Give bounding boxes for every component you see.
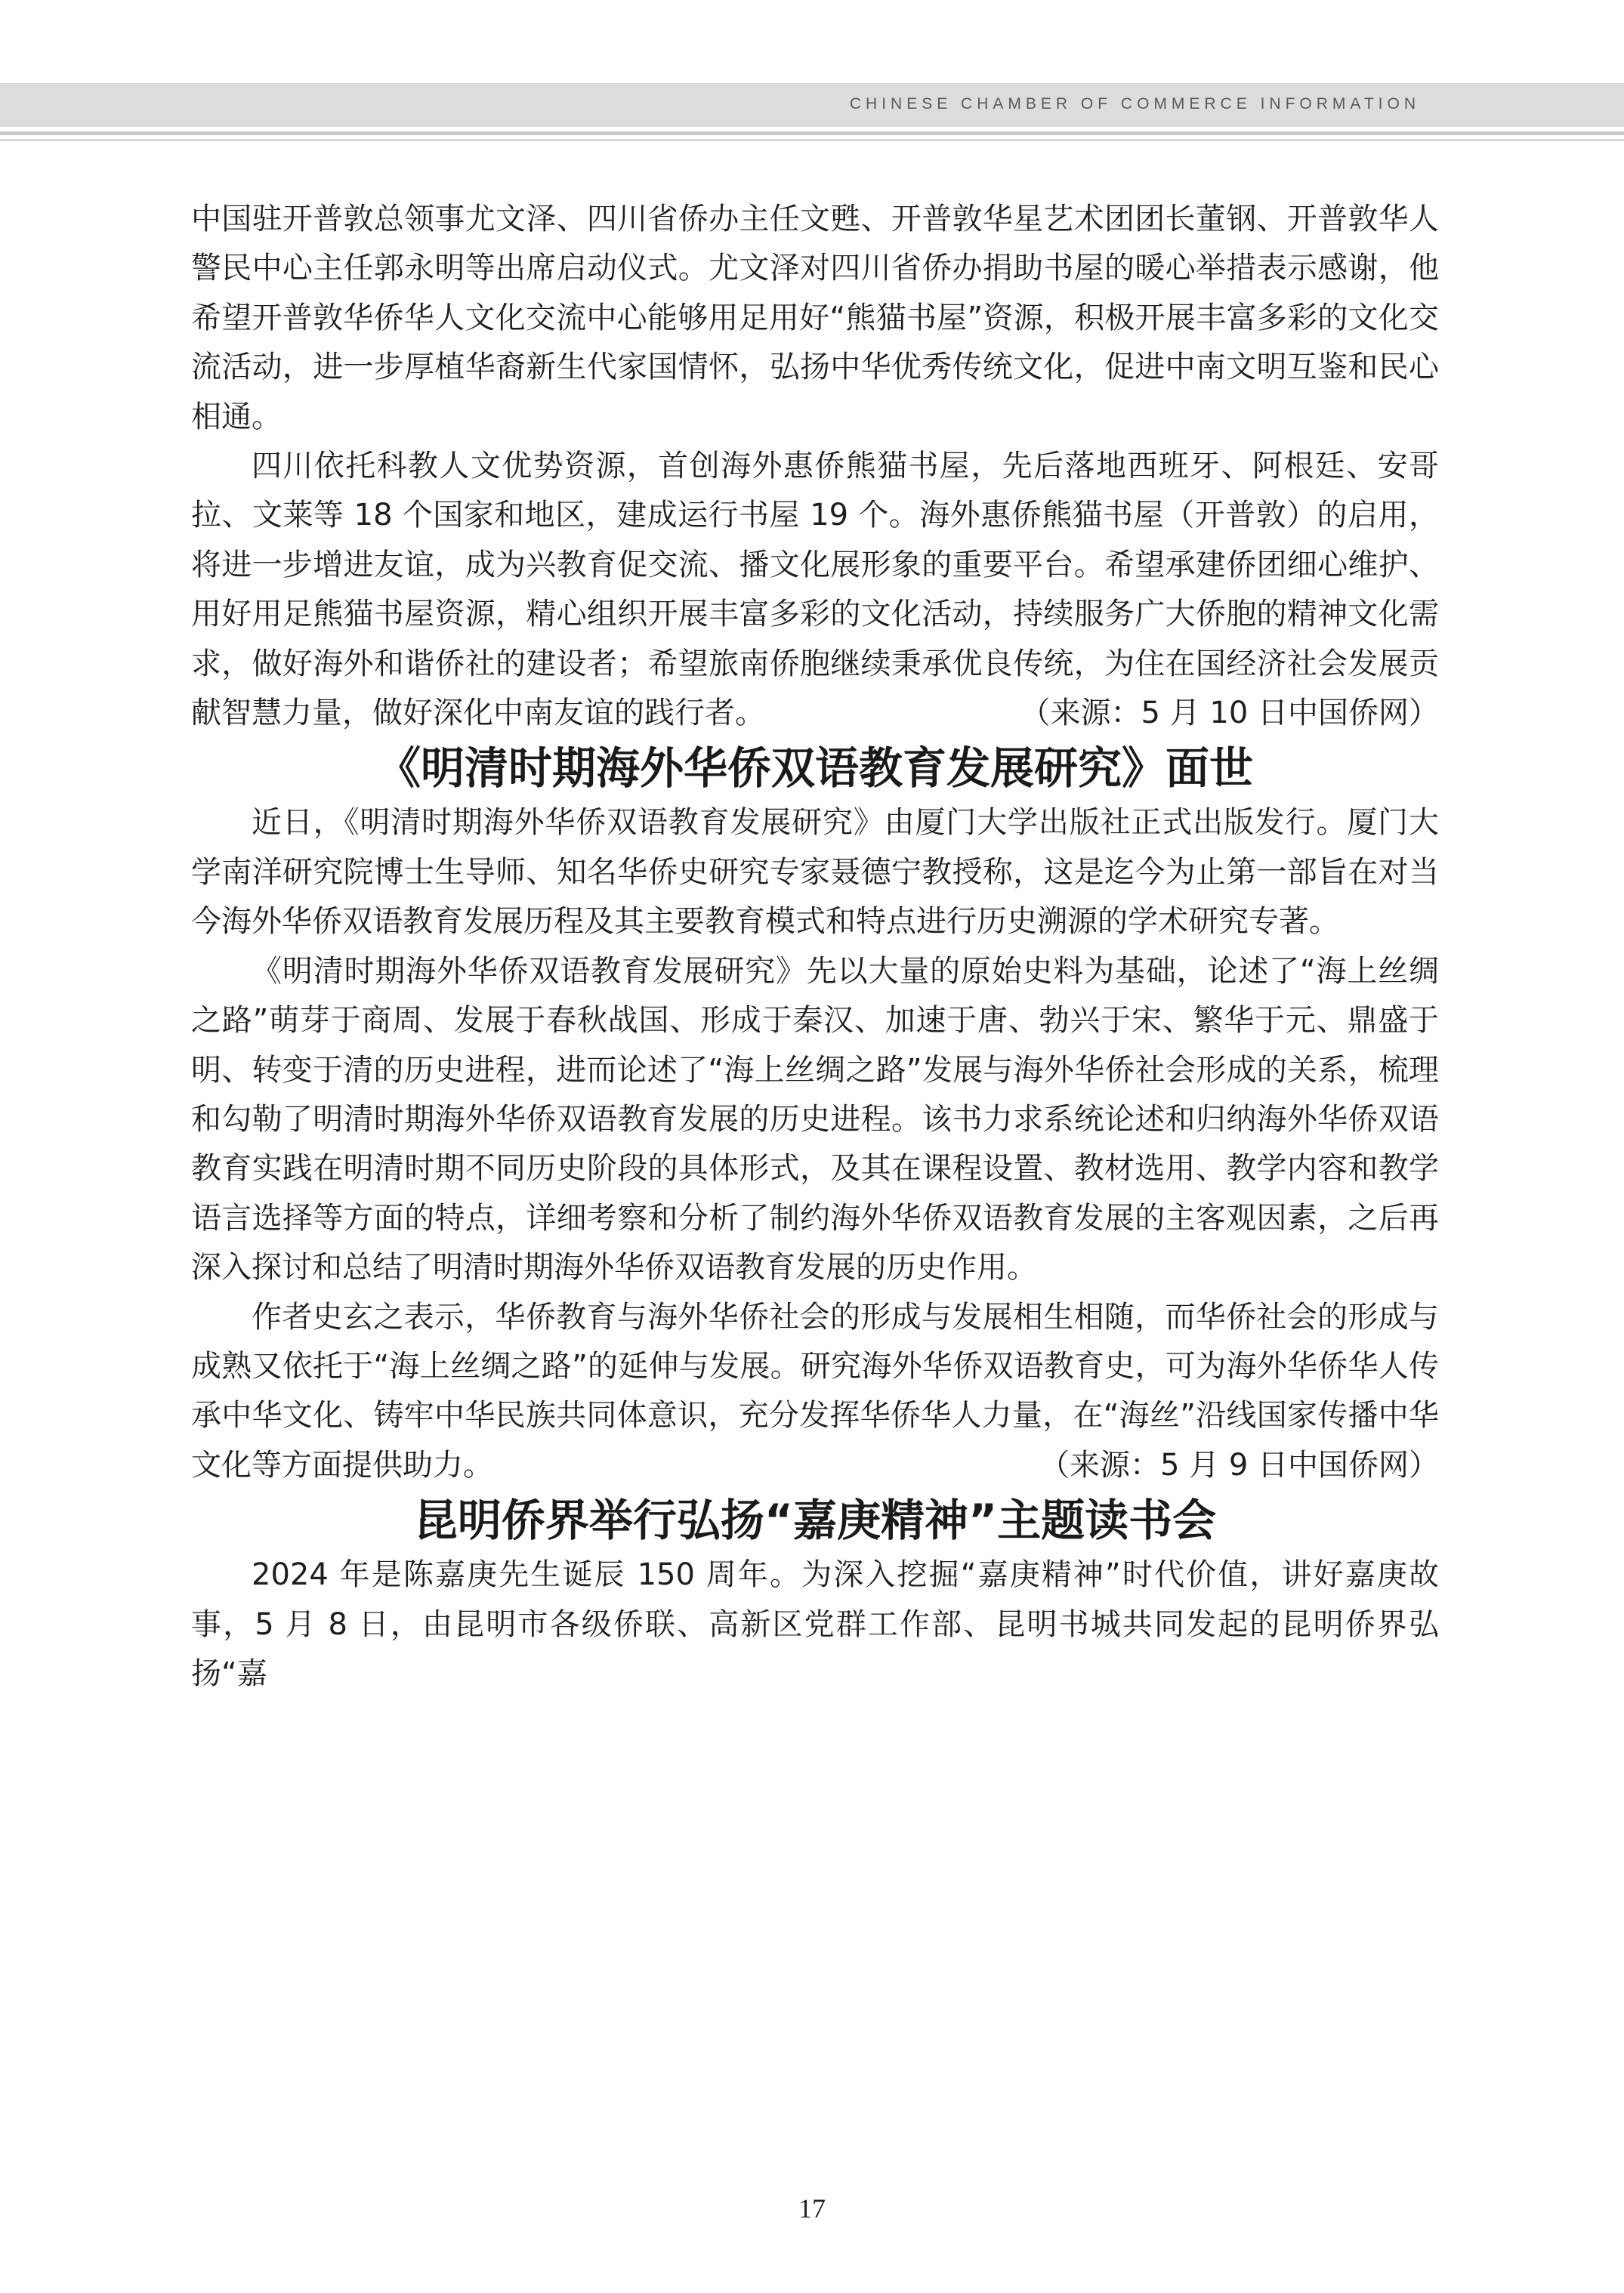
paragraph: 近日，《明清时期海外华侨双语教育发展研究》由厦门大学出版社正式出版发行。厦门大学南洋研究院博士生导师、知名华侨史研究专家聂德宁教授称，这是迄今为止第一部旨在对当今海外华侨双语教育发展历程及其主要教育模式和特点进行历史溯源的学术研究专著。 — [191, 805, 1439, 940]
paragraph — [191, 1293, 1439, 1491]
paragraph: 2024 年是陈嘉庚先生诞辰 150 周年。为深入挖掘“嘉庚精神”时代价值，讲好嘉庚故事，5 月 8 日，由昆明市各级侨联、高新区党群工作部、昆明书城共同发起的昆明侨界弘扬“嘉 — [191, 1557, 1439, 1691]
paragraph: 中国驻开普敦总领事尤文泽、四川省侨办主任文甦、开普敦华星艺术团团长董钢、开普敦华人警民中心主任郭永明等出席启动仪式。尤文泽对四川省侨办捐助书屋的暖心举措表示感谢，他希望开普敦华侨华人文化交流中心能够用足用好“熊猫书屋”资源，积极开展丰富多彩的文化交流活动，进一步厚植华裔新生代家国情怀，弘扬中华优秀传统文化，促进中南文明互鉴和民心相通。 — [191, 202, 1439, 434]
article-title: 《明清时期海外华侨双语教育发展研究》面世 — [376, 742, 1253, 795]
article-bilingual-education — [191, 738, 1439, 1490]
article-title: 昆明侨界举行弘扬“嘉庚精神”主题读书会 — [413, 1495, 1217, 1547]
page-number: 17 — [798, 2193, 826, 2224]
source-citation: （来源：5 月 10 日中国侨网） — [1020, 696, 1439, 731]
article-panda-bookhouse — [191, 195, 1439, 738]
paragraph: 《明清时期海外华侨双语教育发展研究》先以大量的原始史料为基础，论述了“海上丝绸之路”萌芽于商周、发展于春秋战国、形成于秦汉、加速于唐、勃兴于宋、繁华于元、鼎盛于明、转变于清的历史进程，进而论述了“海上丝绸之路”发展与海外华侨社会形成的关系，梳理和勾勒了明清时期海外华侨双语教育发展的历史进程。该书力求系统论述和归纳海外华侨双语教育实践在明清时期不同历史阶段的具体形式，及其在课程设置、教材选用、教学内容和教学语言选择等方面的特点，详细考察和分析了制约海外华侨双语教育发展的主客观因素，之后再深入探讨和总结了明清时期海外华侨双语教育发展的历史作用。 — [191, 953, 1439, 1285]
header-rule-thin — [0, 139, 1624, 141]
header-rule — [0, 131, 1624, 135]
publication-name: CHINESE CHAMBER OF COMMERCE INFORMATION — [849, 95, 1420, 113]
paragraph — [191, 442, 1439, 738]
source-citation: （来源：5 月 9 日中国侨网） — [1039, 1447, 1439, 1483]
paragraph-text: 四川依托科教人文优势资源，首创海外惠侨熊猫书屋，先后落地西班牙、阿根廷、安哥拉、文莱等 18 个国家和地区，建成运行书屋 19 个。海外惠侨熊猫书屋（开普敦）的启用，将进一步增进友谊，成为兴教育促交流、播文化展形象的重要平台。希望承建侨团细心维护、用好用足熊猫书屋资源，精心组织开展丰富多彩的文化活动，持续服务广大侨胞的精神文化需求，做好海外和谐侨社的建设者；希望旅南侨胞继续秉承优良传统，为住在国经济社会发展贡献智慧力量，做好深化中南友谊的践行者。 — [191, 449, 1439, 731]
page-content — [191, 195, 1439, 1699]
paragraph-text: 作者史玄之表示，华侨教育与海外华侨社会的形成与发展相生相随，而华侨社会的形成与成熟又依托于“海上丝绸之路”的延伸与发展。研究海外华侨双语教育史，可为海外华侨华人传承中华文化、铸牢中华民族共同体意识，充分发挥华侨华人力量，在“海丝”沿线国家传播中华文化等方面提供助力。 — [191, 1299, 1439, 1483]
article-reading-club — [191, 1490, 1439, 1699]
